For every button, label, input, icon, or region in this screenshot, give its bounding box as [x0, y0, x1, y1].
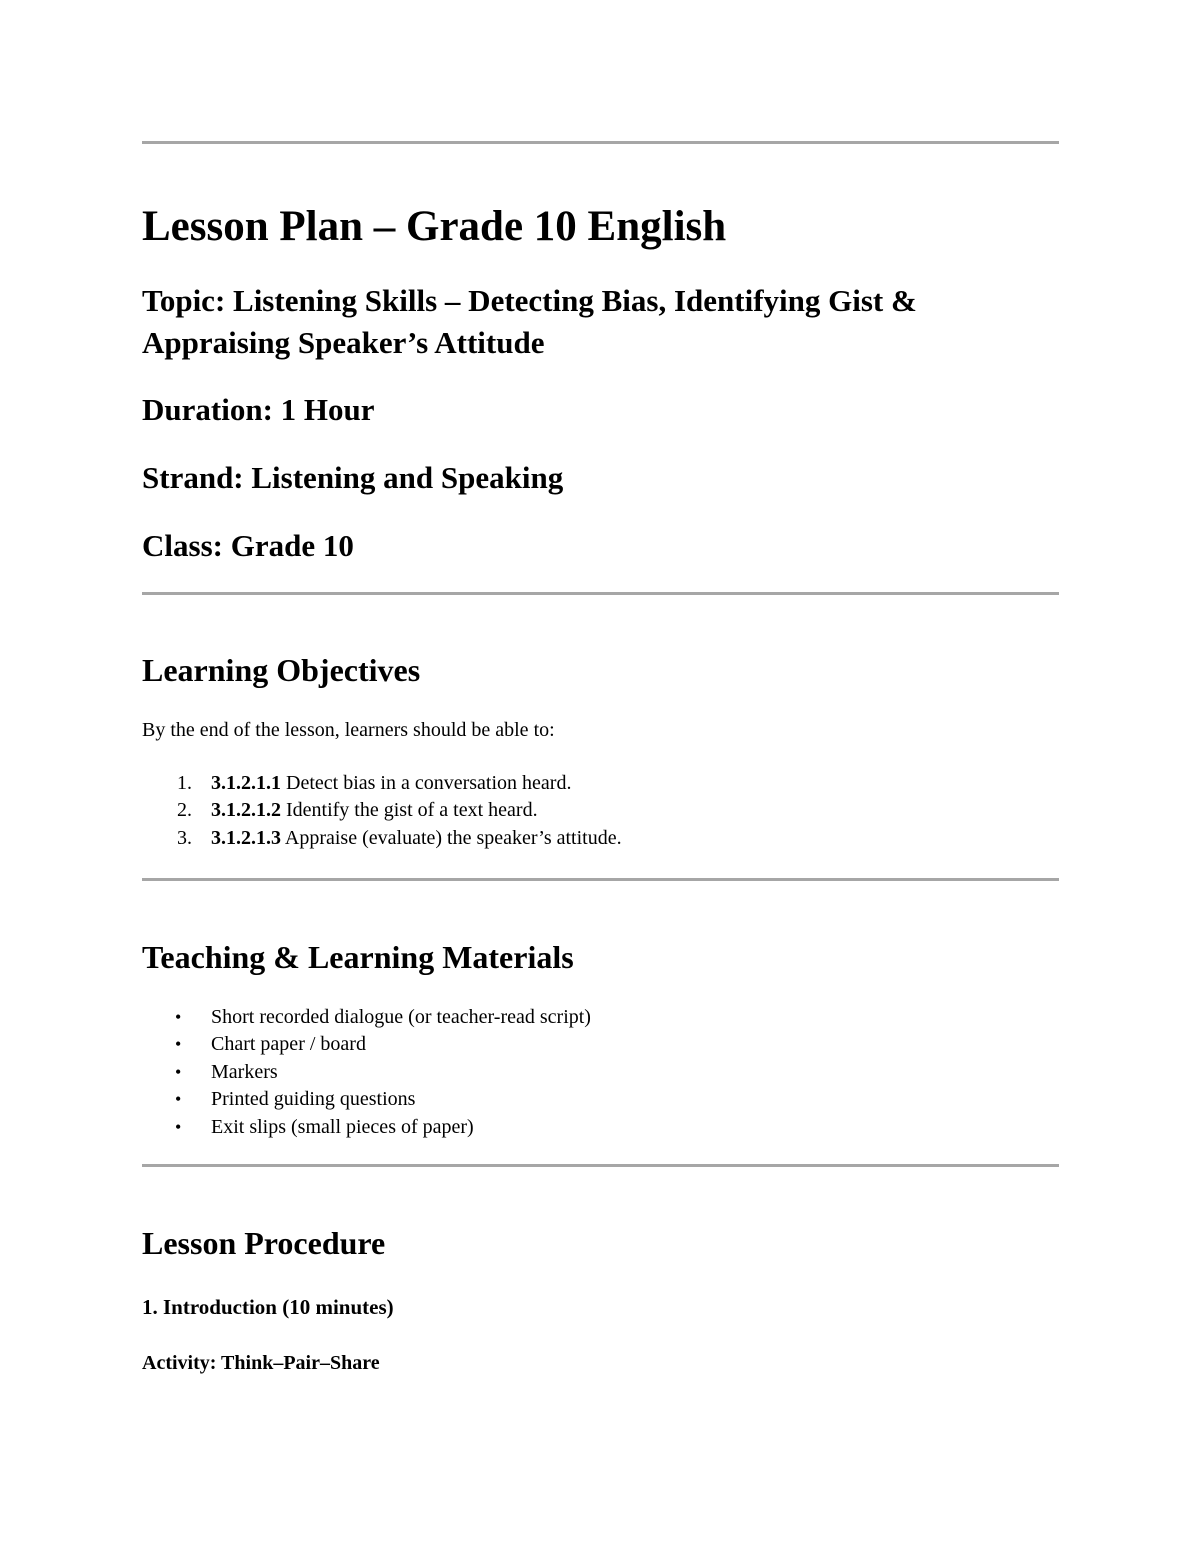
objective-item — [142, 825, 622, 852]
objectives-list — [142, 770, 622, 852]
procedure-heading: Lesson Procedure — [142, 1225, 386, 1261]
material-item — [142, 1031, 591, 1058]
list-number: 2. — [177, 799, 192, 822]
objective-item — [142, 797, 622, 824]
class-heading: Class: Grade 10 — [142, 528, 354, 563]
material-text: Chart paper / board — [211, 1033, 366, 1056]
bullet-icon: • — [175, 1089, 182, 1110]
material-item — [142, 1004, 591, 1031]
list-number: 1. — [177, 772, 192, 794]
horizontal-rule — [142, 878, 1059, 881]
objective-code: 3.1.2.1.1 — [211, 772, 281, 794]
topic-heading: Topic: Listening Skills – Detecting Bias, Identifying Gist & Appraising Speaker’s Attitude — [142, 283, 917, 360]
objectives-heading: Learning Objectives — [142, 652, 421, 688]
list-number: 3. — [177, 826, 192, 849]
horizontal-rule — [142, 141, 1059, 144]
page-title: Lesson Plan – Grade 10 English — [142, 203, 727, 250]
objective-code: 3.1.2.1.3 — [211, 826, 281, 849]
objective-text: Detect bias in a conversation heard. — [281, 772, 572, 794]
objectives-intro: By the end of the lesson, learners should be able to: — [142, 719, 555, 741]
materials-list — [142, 1004, 591, 1141]
material-text: Markers — [211, 1060, 278, 1083]
material-text: Printed guiding questions — [211, 1088, 416, 1111]
strand-heading: Strand: Listening and Speaking — [142, 460, 564, 495]
material-item — [142, 1059, 591, 1086]
material-text: Exit slips (small pieces of paper) — [211, 1115, 474, 1138]
horizontal-rule — [142, 592, 1059, 595]
objective-item — [142, 770, 622, 797]
objective-text: Identify the gist of a text heard. — [281, 799, 538, 822]
bullet-icon: • — [175, 1061, 182, 1082]
step-heading: 1. Introduction (10 minutes) — [142, 1295, 394, 1319]
materials-heading: Teaching & Learning Materials — [142, 939, 574, 975]
duration-heading: Duration: 1 Hour — [142, 392, 375, 427]
objective-text: Appraise (evaluate) the speaker’s attitude. — [281, 826, 622, 849]
material-text: Short recorded dialogue (or teacher-read script) — [211, 1006, 591, 1028]
activity-label: Activity: Think–Pair–Share — [142, 1352, 380, 1374]
bullet-icon: • — [175, 1007, 182, 1027]
horizontal-rule — [142, 1164, 1059, 1167]
bullet-icon: • — [175, 1116, 182, 1137]
bullet-icon: • — [175, 1034, 182, 1055]
objective-code: 3.1.2.1.2 — [211, 799, 281, 822]
material-item — [142, 1114, 591, 1141]
material-item — [142, 1086, 591, 1113]
